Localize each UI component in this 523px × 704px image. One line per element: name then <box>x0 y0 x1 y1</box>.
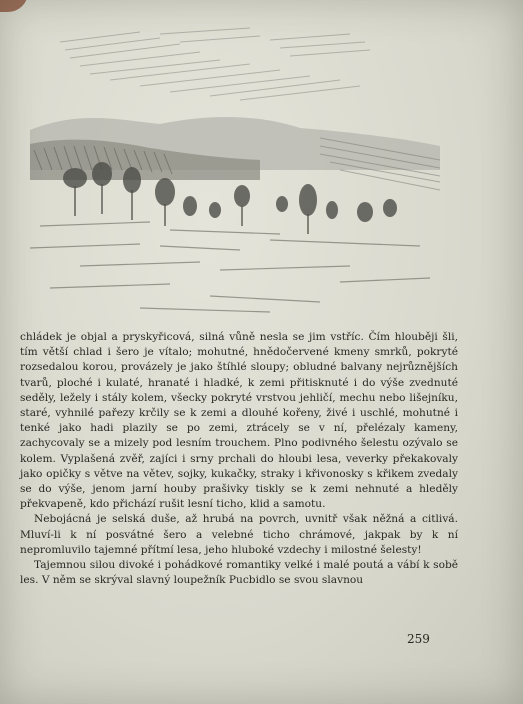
page-number: 259 <box>407 632 430 646</box>
body-text <box>20 330 458 588</box>
paragraph: Nebojácná je selská duše, až hrubá na povrch, uvnitř však něžná a citlivá. Mluví-li k ní posvátné šero a velebné ticho chrámové, jakpak by k ní nepromluvilo tajemné přítmí lesa, jeho hluboké vzdechy i milostné šelesty! <box>20 513 458 556</box>
thumb-finger <box>0 0 28 12</box>
paragraph: chládek je objal a pryskyřicová, silná vůně nesla se jim vstříc. Čím hlouběji šli, tím větší chlad i šero je vítalo; mohutné, hnědočervené kmeny smrků, pokryté rozsedalou korou, provázely je jako štíhlé sloupy; obludné balvany nejrůznějších tvarů, ploché i kulaté, hranaté i hladké, k zemi přitisknuté i do výše zvednuté seděly, ležely i stály kolem, všecky pokryté vrstvou jehličí, mechu nebo lišejníku, staré, vyhnilé pařezy krčily se k zemi a dlouhé kořeny, živé i uschlé, mohutné i tenké jako hadi plazily se po zemi, ztrácely se v ní, přelézaly kameny, zachycovaly se a mizely pod lesním trouchem. Plno podivného šelestu ozývalo se kolem. Vyplašená zvěř, zajíci i srny prchali do hloubi lesa, veverky překakovaly jako opičky s větve na větev, sojky, kukačky, straky i křivonosky s křikem zvedaly se do výše, jenom jarní houby prašivky tiskly se k zemi nehnuté a hleděly překvapeně, kdo přichází rušit lesní ticho, klid a samotu. <box>20 331 458 511</box>
paragraph: Tajemnou silou divoké i pohádkové romantiky velké i malé poutá a vábí k sobě les. V něm se skrýval slavný loupežník Pucbidlo se svou slavnou <box>20 559 458 587</box>
landscape-sketch-illustration <box>20 20 460 320</box>
